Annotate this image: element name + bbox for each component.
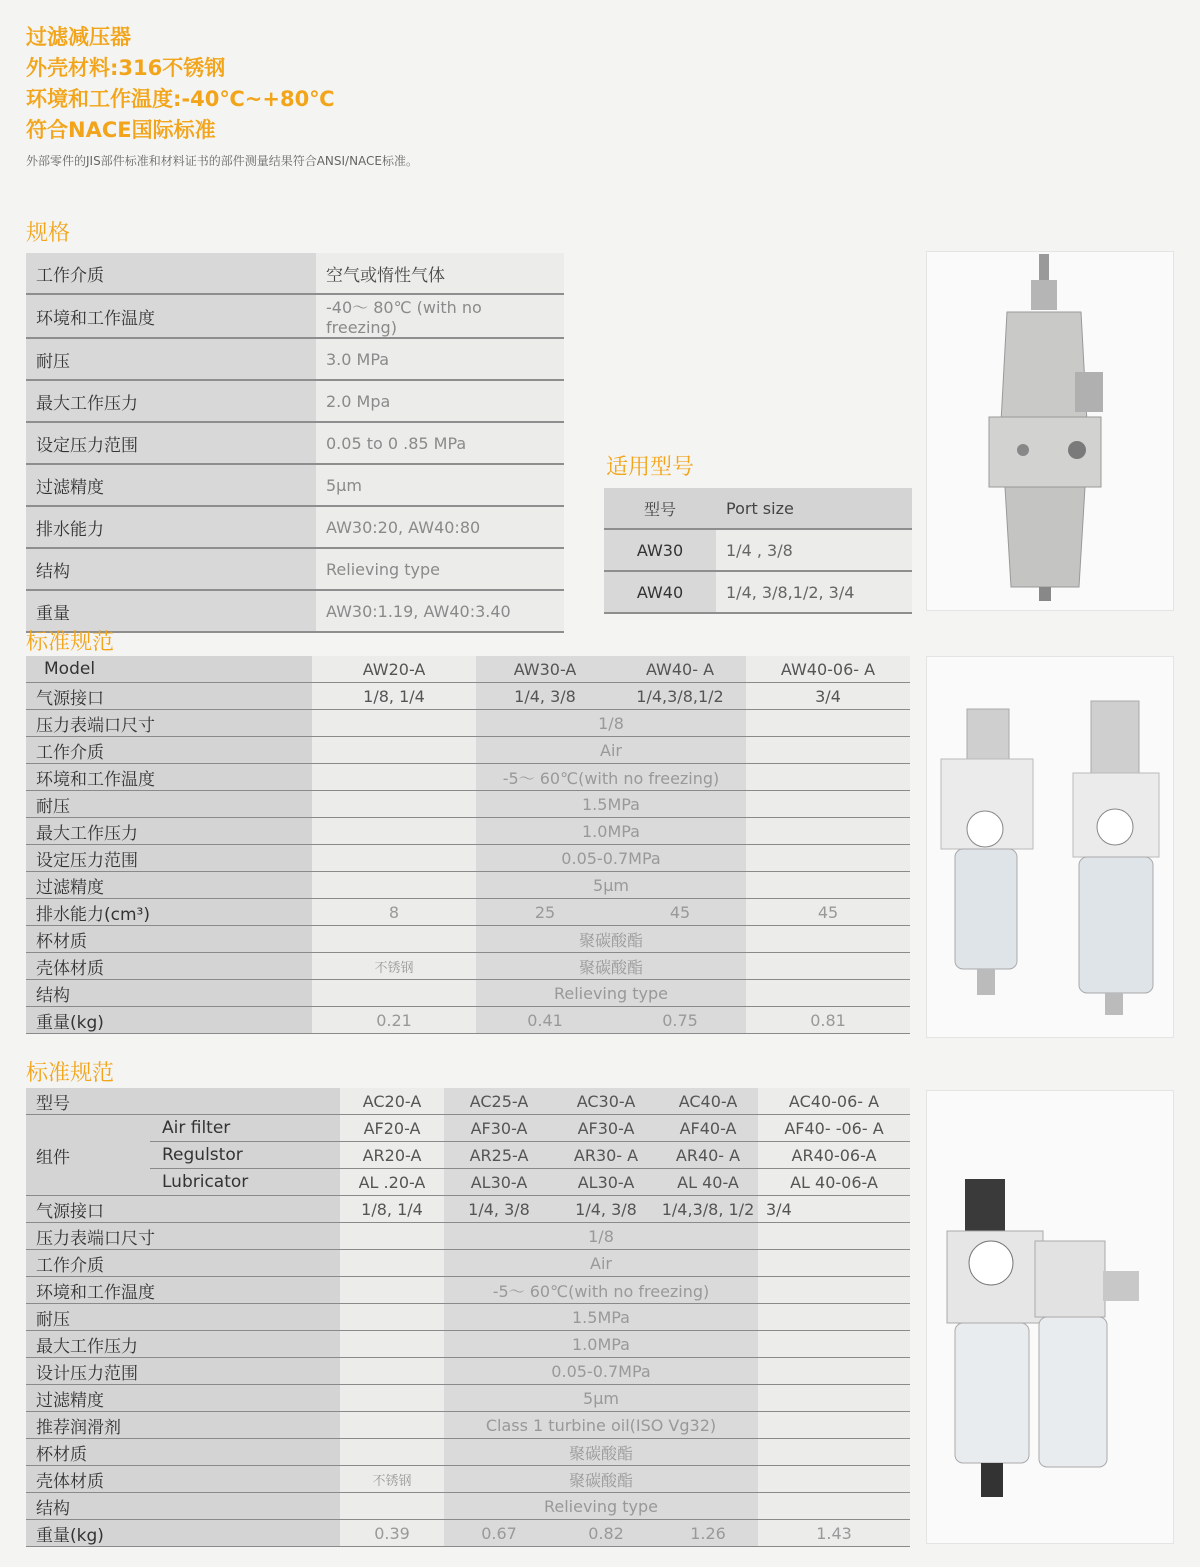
std2-cell: AF40-A [658, 1115, 758, 1142]
table-row [26, 464, 564, 506]
table-row [26, 764, 910, 791]
std1-cell: -5～ 60℃(with no freezing) [476, 764, 746, 791]
std2-key: 最大工作压力 [26, 1331, 340, 1358]
std1-cell: 5μm [476, 872, 746, 899]
std2-cell: 1/4, 3/8 [554, 1196, 658, 1223]
spec-key: 重量 [26, 590, 316, 632]
header-standard: 符合NACE国际标准 [26, 118, 216, 142]
std2-cell: 不锈钢 [340, 1466, 444, 1493]
std1-cell: 1.5MPa [476, 791, 746, 818]
std2-cell: 1/8, 1/4 [340, 1196, 444, 1223]
spec-key: 排水能力 [26, 506, 316, 548]
std1-title: 标准规范 [26, 630, 115, 655]
std2-head-col: AC25-A [444, 1088, 554, 1115]
table-row [26, 294, 564, 338]
std2-component-label: 组件 [26, 1115, 150, 1196]
std1-key: 耐压 [26, 791, 312, 818]
std1-cell: 聚碳酸酯 [476, 953, 746, 980]
std1-key: 压力表端口尺寸 [26, 710, 312, 737]
table-row [26, 548, 564, 590]
std2-cell: 1/4, 3/8 [444, 1196, 554, 1223]
std2-cell: 1.5MPa [444, 1304, 758, 1331]
model-name: AW30 [604, 529, 716, 571]
model-port: 1/4, 3/8,1/2, 3/4 [716, 571, 912, 613]
table-row [26, 845, 910, 872]
std2-cell: AL30-A [444, 1169, 554, 1196]
table-row [26, 683, 910, 710]
table-row [26, 1223, 910, 1250]
std2-key: 推荐润滑剂 [26, 1412, 340, 1439]
std1-cell: 0.05-0.7MPa [476, 845, 746, 872]
table-row [26, 1250, 910, 1277]
models-table [604, 488, 912, 614]
std2-cell: 1/4,3/8, 1/2 [658, 1196, 758, 1223]
std2-cell: 0.39 [340, 1520, 444, 1547]
frl-unit-illustration [927, 1091, 1173, 1543]
std2-subkey: Regulstor [150, 1142, 340, 1169]
std2-cell: 1/8 [444, 1223, 758, 1250]
std1-cell: Relieving type [476, 980, 746, 1007]
spec-key: 环境和工作温度 [26, 294, 316, 338]
std2-cell: AF20-A [340, 1115, 444, 1142]
spec-value: -40～ 80℃ (with no freezing) [316, 294, 564, 338]
std2-cell: 3/4 [758, 1196, 910, 1223]
spec-value: 0.05 to 0 .85 MPa [316, 422, 564, 464]
table-row [26, 1115, 910, 1142]
std1-key: 壳体材质 [26, 953, 312, 980]
spec-table [26, 253, 564, 633]
std1-cell: 0.81 [746, 1007, 910, 1034]
std2-head-col: AC40-06- A [758, 1088, 910, 1115]
table-row [26, 1304, 910, 1331]
std2-key: 工作介质 [26, 1250, 340, 1277]
std1-cell: 0.21 [312, 1007, 476, 1034]
std2-cell: Relieving type [444, 1493, 758, 1520]
table-row [26, 1277, 910, 1304]
std2-cell: 1.26 [658, 1520, 758, 1547]
std1-cell: 45 [746, 899, 910, 926]
spec-title: 规格 [26, 221, 71, 246]
table-row [26, 1007, 910, 1034]
std2-cell: AF30-A [444, 1115, 554, 1142]
header-note: 外部零件的JIS部件标准和材料证书的部件测量结果符合ANSI/NACE标准。 [26, 154, 419, 168]
std1-cell: 聚碳酸酯 [476, 926, 746, 953]
spec-key: 工作介质 [26, 253, 316, 294]
std1-cell: 45 [614, 899, 746, 926]
std1-table [26, 656, 910, 1034]
table-row [26, 1385, 910, 1412]
spec-value: 5μm [316, 464, 564, 506]
std2-head-col: AC20-A [340, 1088, 444, 1115]
std2-cell: 聚碳酸酯 [444, 1466, 758, 1493]
spec-value: Relieving type [316, 548, 564, 590]
spec-value: AW30:20, AW40:80 [316, 506, 564, 548]
table-row [26, 1493, 910, 1520]
std2-cell: AF40- -06- A [758, 1115, 910, 1142]
std1-key: 重量(kg) [26, 1007, 312, 1034]
std2-title: 标准规范 [26, 1061, 115, 1086]
table-header-row [26, 656, 910, 683]
table-row [26, 791, 910, 818]
std2-key: 耐压 [26, 1304, 340, 1331]
header-title: 过滤减压器 [26, 25, 131, 49]
std1-cell: 8 [312, 899, 476, 926]
std2-cell: AL30-A [554, 1169, 658, 1196]
header-material: 外壳材料:316不锈钢 [26, 56, 226, 80]
std2-cell: 聚碳酸酯 [444, 1439, 758, 1466]
std1-cell: 不锈钢 [312, 953, 476, 980]
models-title: 适用型号 [606, 455, 695, 480]
std2-cell: AR20-A [340, 1142, 444, 1169]
spec-key: 耐压 [26, 338, 316, 380]
table-row [26, 926, 910, 953]
std2-cell: 0.05-0.7MPa [444, 1358, 758, 1385]
table-row [26, 872, 910, 899]
spec-key: 设定压力范围 [26, 422, 316, 464]
std2-table [26, 1088, 910, 1547]
std1-head-col: AW40- A [614, 656, 746, 683]
std2-cell: AL 40-A [658, 1169, 758, 1196]
std1-key: 设定压力范围 [26, 845, 312, 872]
std2-cell: AR40-06-A [758, 1142, 910, 1169]
std2-cell: 1.0MPa [444, 1331, 758, 1358]
std1-head-model: Model [26, 656, 312, 683]
table-row [26, 506, 564, 548]
header-block [26, 22, 335, 146]
table-row [26, 710, 910, 737]
std2-cell: AR25-A [444, 1142, 554, 1169]
std2-head-model: 型号 [26, 1088, 340, 1115]
std1-key: 排水能力(cm³) [26, 899, 312, 926]
std2-key: 杯材质 [26, 1439, 340, 1466]
table-row [26, 338, 564, 380]
std2-key: 结构 [26, 1493, 340, 1520]
spec-value: AW30:1.19, AW40:3.40 [316, 590, 564, 632]
table-row [26, 1358, 910, 1385]
std2-head-col: AC30-A [554, 1088, 658, 1115]
std2-cell: 1.43 [758, 1520, 910, 1547]
std1-key: 最大工作压力 [26, 818, 312, 845]
std2-key: 重量(kg) [26, 1520, 340, 1547]
std2-cell: 0.67 [444, 1520, 554, 1547]
table-row [604, 571, 912, 613]
table-row [26, 1439, 910, 1466]
std2-key: 压力表端口尺寸 [26, 1223, 340, 1250]
std1-cell: 0.75 [614, 1007, 746, 1034]
spec-value: 2.0 Mpa [316, 380, 564, 422]
std1-key: 杯材质 [26, 926, 312, 953]
std2-key: 过滤精度 [26, 1385, 340, 1412]
models-header-port: Port size [716, 488, 912, 529]
std2-cell: -5～ 60℃(with no freezing) [444, 1277, 758, 1304]
std1-head-col: AW20-A [312, 656, 476, 683]
table-row [26, 1142, 910, 1169]
std2-key: 气源接口 [26, 1196, 340, 1223]
std2-cell: 0.82 [554, 1520, 658, 1547]
std2-key: 设计压力范围 [26, 1358, 340, 1385]
spec-value: 空气或惰性气体 [316, 253, 564, 294]
spec-key: 过滤精度 [26, 464, 316, 506]
std2-subkey: Lubricator [150, 1169, 340, 1196]
table-row [26, 1169, 910, 1196]
std2-subkey: Air filter [150, 1115, 340, 1142]
filter-regulator-pair-illustration [927, 657, 1173, 1037]
model-port: 1/4 , 3/8 [716, 529, 912, 571]
std1-cell: 25 [476, 899, 614, 926]
table-header-row [604, 488, 912, 529]
std2-key: 环境和工作温度 [26, 1277, 340, 1304]
std2-cell: AL .20-A [340, 1169, 444, 1196]
spec-key: 结构 [26, 548, 316, 590]
std1-cell: Air [476, 737, 746, 764]
std2-cell: AF30-A [554, 1115, 658, 1142]
std1-cell: 1/8, 1/4 [312, 683, 476, 710]
table-row [26, 980, 910, 1007]
std2-cell: 5μm [444, 1385, 758, 1412]
std1-key: 环境和工作温度 [26, 764, 312, 791]
table-row [26, 1520, 910, 1547]
table-row [26, 380, 564, 422]
table-row [26, 1466, 910, 1493]
std2-cell: Class 1 turbine oil(ISO Vg32) [444, 1412, 758, 1439]
std1-cell: 1/8 [476, 710, 746, 737]
product-photo-ac-series [926, 1090, 1174, 1544]
std2-cell: AL 40-06-A [758, 1169, 910, 1196]
models-header-model: 型号 [604, 488, 716, 529]
std2-head-col: AC40-A [658, 1088, 758, 1115]
header-temperature: 环境和工作温度:-40℃~+80℃ [26, 87, 335, 111]
table-row [26, 422, 564, 464]
table-row [26, 1331, 910, 1358]
model-name: AW40 [604, 571, 716, 613]
table-row [26, 1196, 910, 1223]
std1-head-col: AW30-A [476, 656, 614, 683]
std1-key: 过滤精度 [26, 872, 312, 899]
table-header-row [26, 1088, 910, 1115]
std1-key: 气源接口 [26, 683, 312, 710]
table-row [26, 1412, 910, 1439]
std2-cell: AR30- A [554, 1142, 658, 1169]
product-photo-aw-stainless [926, 251, 1174, 611]
product-photo-aw-series [926, 656, 1174, 1038]
std1-cell: 1/4,3/8,1/2 [614, 683, 746, 710]
std2-key: 壳体材质 [26, 1466, 340, 1493]
table-row [26, 737, 910, 764]
table-row [604, 529, 912, 571]
std1-cell: 0.41 [476, 1007, 614, 1034]
std1-cell: 1.0MPa [476, 818, 746, 845]
std2-cell: AR40- A [658, 1142, 758, 1169]
table-row [26, 253, 564, 294]
std1-key: 工作介质 [26, 737, 312, 764]
table-row [26, 818, 910, 845]
std1-cell: 1/4, 3/8 [476, 683, 614, 710]
filter-regulator-illustration [927, 252, 1173, 610]
table-row [26, 953, 910, 980]
std2-cell: Air [444, 1250, 758, 1277]
table-row [26, 899, 910, 926]
std1-cell: 3/4 [746, 683, 910, 710]
std1-key: 结构 [26, 980, 312, 1007]
spec-key: 最大工作压力 [26, 380, 316, 422]
spec-value: 3.0 MPa [316, 338, 564, 380]
std1-head-col: AW40-06- A [746, 656, 910, 683]
